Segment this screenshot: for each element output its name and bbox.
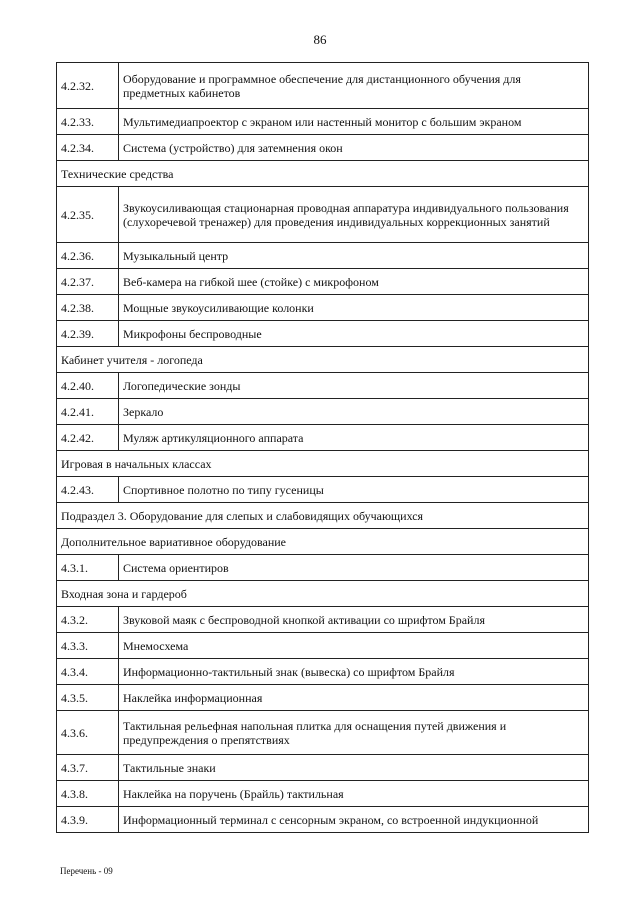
section-header-row [57,347,589,373]
item-number: 4.2.41. [57,399,119,425]
item-number: 4.3.3. [57,633,119,659]
item-row [57,633,589,659]
document-footer: Перечень - 09 [60,866,113,876]
page-number: 86 [313,32,327,47]
item-number: 4.3.5. [57,685,119,711]
item-row [57,269,589,295]
item-description: Система ориентиров [119,555,589,581]
item-number: 4.3.9. [57,807,119,833]
section-header: Подраздел 3. Оборудование для слепых и слабовидящих обучающихся [57,503,589,529]
item-description: Мощные звукоусиливающие колонки [119,295,589,321]
item-number: 4.2.34. [57,135,119,161]
item-number: 4.2.39. [57,321,119,347]
item-number: 4.3.6. [57,711,119,755]
item-number: 4.2.37. [57,269,119,295]
section-header-row [57,581,589,607]
item-number: 4.2.32. [57,63,119,109]
item-number: 4.3.2. [57,607,119,633]
item-number: 4.2.40. [57,373,119,399]
item-row [57,685,589,711]
item-description: Наклейка информационная [119,685,589,711]
section-header: Технические средства [57,161,589,187]
item-number: 4.2.42. [57,425,119,451]
section-header-row [57,529,589,555]
item-row [57,711,589,755]
item-row [57,135,589,161]
item-description: Система (устройство) для затемнения окон [119,135,589,161]
item-description: Информационный терминал с сенсорным экраном, со встроенной индукционной [119,807,589,833]
item-description: Музыкальный центр [119,243,589,269]
item-number: 4.2.33. [57,109,119,135]
item-row [57,555,589,581]
equipment-table [56,62,589,833]
item-description: Тактильная рельефная напольная плитка для оснащения путей движения и предупреждения о препятствиях [119,711,589,755]
item-number: 4.3.4. [57,659,119,685]
section-header: Входная зона и гардероб [57,581,589,607]
item-description: Муляж артикуляционного аппарата [119,425,589,451]
item-description: Логопедические зонды [119,373,589,399]
item-description: Микрофоны беспроводные [119,321,589,347]
item-row [57,63,589,109]
item-row [57,187,589,243]
item-description: Звуковой маяк с беспроводной кнопкой активации со шрифтом Брайля [119,607,589,633]
item-number: 4.3.1. [57,555,119,581]
item-row [57,295,589,321]
item-row [57,399,589,425]
item-description: Мнемосхема [119,633,589,659]
item-number: 4.2.43. [57,477,119,503]
item-description: Информационно-тактильный знак (вывеска) со шрифтом Брайля [119,659,589,685]
item-row [57,373,589,399]
section-header: Дополнительное вариативное оборудование [57,529,589,555]
item-row [57,659,589,685]
item-row [57,807,589,833]
item-row [57,477,589,503]
item-description: Веб-камера на гибкой шее (стойке) с микрофоном [119,269,589,295]
item-description: Звукоусиливающая стационарная проводная аппаратура индивидуального пользования (слухоречевой тренажер) для проведения индивидуальных коррекционных занятий [119,187,589,243]
item-description: Оборудование и программное обеспечение для дистанционного обучения для предметных кабинетов [119,63,589,109]
item-row [57,755,589,781]
item-description: Зеркало [119,399,589,425]
item-number: 4.3.7. [57,755,119,781]
item-row [57,243,589,269]
section-header-row [57,503,589,529]
item-row [57,425,589,451]
item-row [57,109,589,135]
item-row [57,607,589,633]
section-header-row [57,451,589,477]
item-description: Тактильные знаки [119,755,589,781]
item-description: Наклейка на поручень (Брайль) тактильная [119,781,589,807]
section-header: Кабинет учителя - логопеда [57,347,589,373]
section-header: Игровая в начальных классах [57,451,589,477]
item-number: 4.2.38. [57,295,119,321]
item-number: 4.2.35. [57,187,119,243]
item-row [57,781,589,807]
item-description: Спортивное полотно по типу гусеницы [119,477,589,503]
item-row [57,321,589,347]
equipment-table-body [57,63,589,833]
section-header-row [57,161,589,187]
item-number: 4.3.8. [57,781,119,807]
item-number: 4.2.36. [57,243,119,269]
item-description: Мультимедиапроектор с экраном или настенный монитор с большим экраном [119,109,589,135]
